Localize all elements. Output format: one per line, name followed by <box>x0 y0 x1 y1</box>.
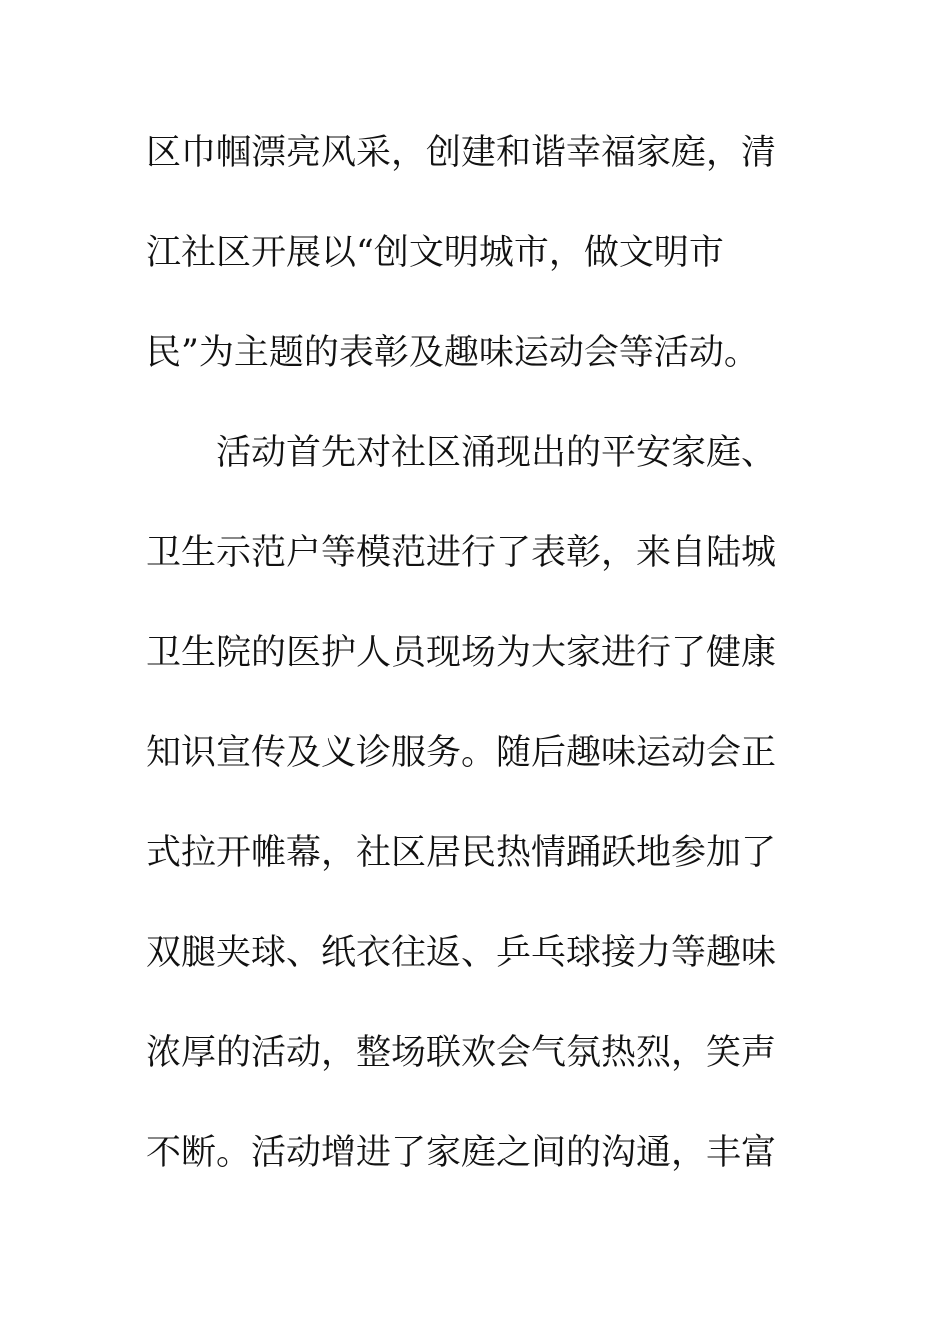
text-line: 江社区开展以“创文明城市，做文明市 <box>146 233 724 273</box>
body-text <box>146 123 786 1223</box>
text-line: 卫生示范户等模范进行了表彰，来自陆城 <box>146 533 777 573</box>
paragraph-first-line: 活动首先对社区涌现出的平安家庭、 <box>216 433 777 473</box>
text-line: 式拉开帷幕，社区居民热情踊跃地参加了 <box>146 833 777 873</box>
text-line: 不断。活动增进了家庭之间的沟通，丰富 <box>146 1133 777 1173</box>
text-line: 卫生院的医护人员现场为大家进行了健康 <box>146 633 777 673</box>
text-line: 区巾帼漂亮风采，创建和谐幸福家庭，清 <box>146 133 777 173</box>
text-line: 浓厚的活动，整场联欢会气氛热烈，笑声 <box>146 1033 777 1073</box>
text-line: 民”为主题的表彰及趣味运动会等活动。 <box>146 333 759 373</box>
text-line: 双腿夹球、纸衣往返、乒乓球接力等趣味 <box>146 933 777 973</box>
text-line: 知识宣传及义诊服务。随后趣味运动会正 <box>146 733 777 773</box>
